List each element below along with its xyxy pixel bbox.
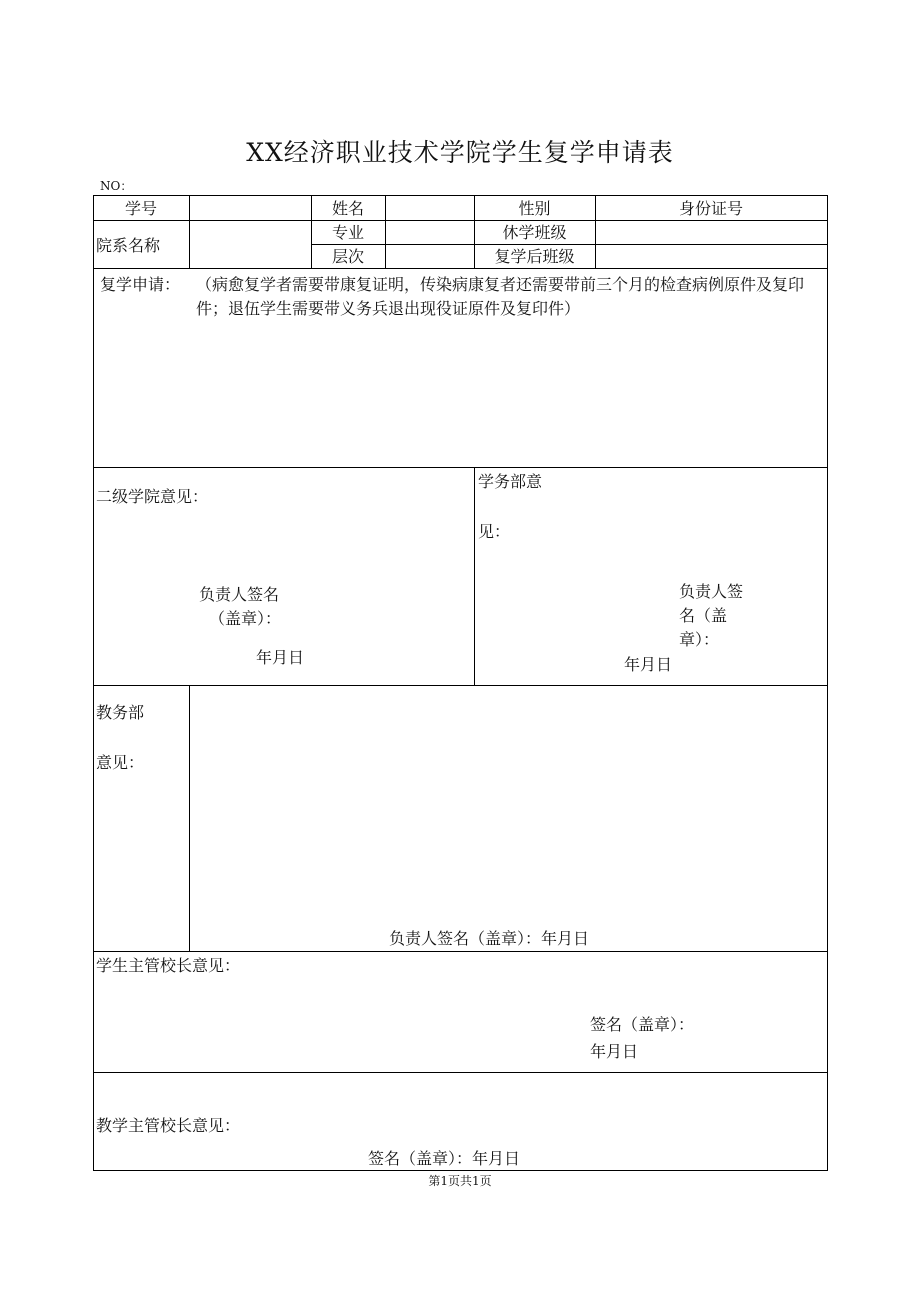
row-divider: [93, 951, 828, 952]
teaching-principal-label: 教学主管校长意见：: [96, 1116, 241, 1135]
student-affairs-label-cont: 见：: [478, 522, 511, 541]
suspension-class-label: 休学班级: [502, 223, 567, 242]
college-seal-label: （盖章）：: [209, 609, 282, 628]
student-affairs-sign-label: 负责人签: [679, 582, 744, 601]
student-affairs-date-label: 年月日: [624, 655, 673, 674]
student-affairs-label: 学务部意: [478, 472, 543, 491]
row-divider: [311, 244, 828, 245]
row-divider: [93, 467, 828, 468]
student-principal-date-label: 年月日: [590, 1042, 639, 1061]
application-note: （病愈复学者需要带康复证明，传染病康复者还需要带前三个月的检查病例原件及复印件；退伍学生需要带义务兵退出现役证原件及复印件）: [196, 275, 805, 318]
college-opinion-label: 二级学院意见：: [96, 487, 209, 506]
level-label: 层次: [331, 247, 364, 266]
page-number: 第1页共1页: [428, 1174, 492, 1188]
application-label: 复学申请：: [100, 275, 181, 294]
row-divider: [93, 1072, 828, 1073]
college-date-label: 年月日: [256, 648, 305, 667]
col-divider: [189, 195, 190, 268]
student-principal-sign-label: 签名（盖章）：: [590, 1015, 695, 1034]
row-divider: [93, 220, 828, 221]
row-divider: [93, 268, 828, 269]
department-label: 院系名称: [96, 236, 161, 255]
table-bottom-border: [93, 1170, 828, 1171]
resume-class-label: 复学后班级: [494, 247, 575, 266]
college-sign-label: 负责人签名: [199, 585, 280, 604]
student-principal-label: 学生主管校长意见：: [96, 956, 241, 975]
student-affairs-sign-label-3: 章）：: [679, 630, 720, 649]
academic-affairs-label-cont: 意见：: [96, 753, 145, 772]
student-id-label: 学号: [124, 199, 157, 218]
academic-affairs-label: 教务部: [96, 703, 145, 722]
form-number-label: NO：: [100, 179, 133, 193]
id-number-label: 身份证号: [678, 199, 743, 218]
gender-label: 性别: [518, 199, 551, 218]
major-label: 专业: [331, 223, 364, 242]
teaching-principal-sign-label: 签名（盖章）：年月日: [368, 1149, 521, 1168]
table-left-border: [93, 195, 94, 1171]
name-label: 姓名: [331, 199, 364, 218]
page-title: XX经济职业技术学院学生复学申请表: [246, 138, 674, 167]
table-top-border: [93, 195, 828, 196]
col-divider: [474, 467, 475, 685]
row-divider: [93, 685, 828, 686]
col-divider: [385, 195, 386, 268]
academic-affairs-sign-label: 负责人签名（盖章）：年月日: [389, 929, 590, 948]
student-affairs-sign-label-2: 名（盖: [679, 606, 728, 625]
col-divider: [189, 685, 190, 951]
table-right-border: [827, 195, 828, 1171]
